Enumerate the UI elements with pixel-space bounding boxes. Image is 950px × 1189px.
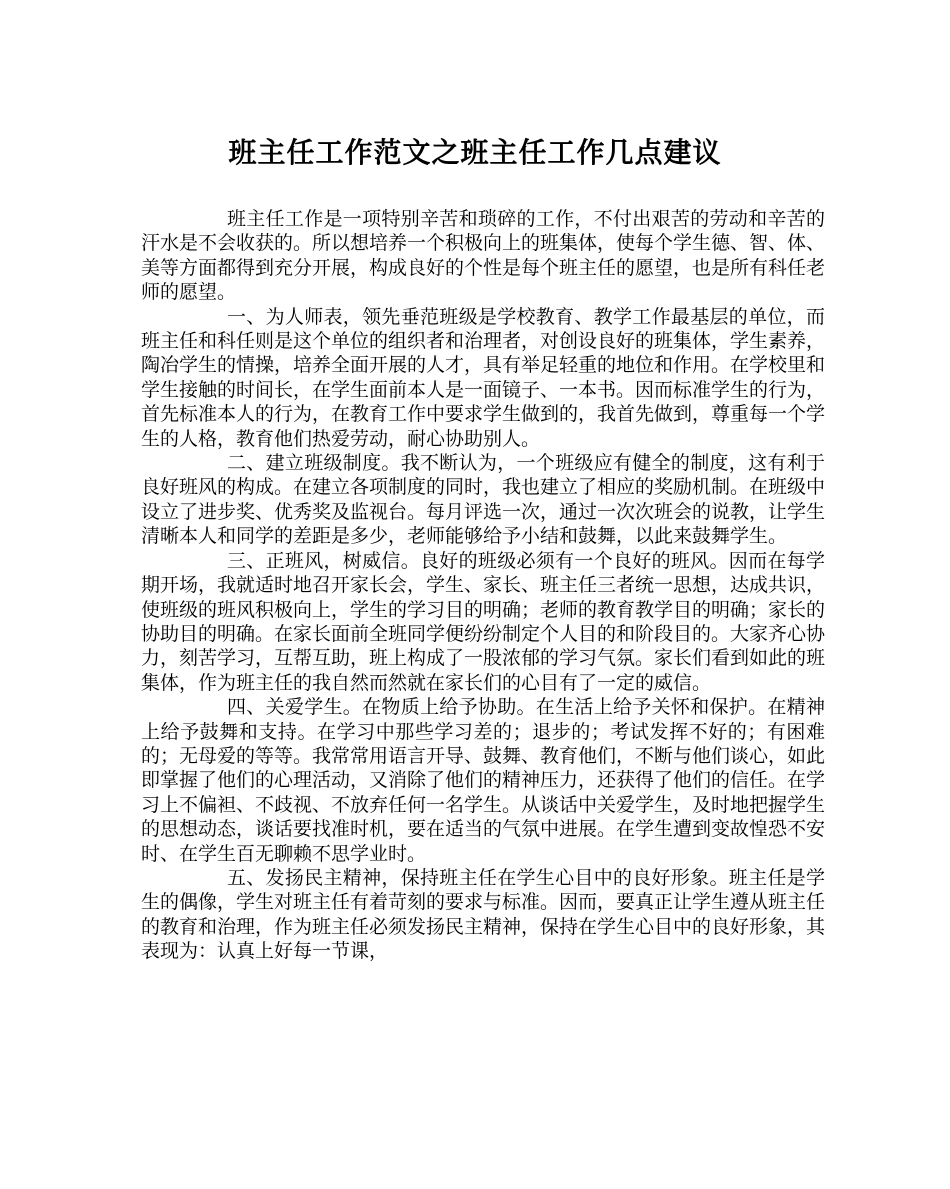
paragraph-section-3: 三、正班风，树威信。良好的班级必须有一个良好的班风。因而在每学期开场，我就适时地召开家长会，学生、家长、班主任三者统一思想，达成共识，使班级的班风积极向上，学生的学习目的明确；老师的教育教学目的明确；家长的协助目的明确。在家长面前全班同学便纷纷制定个人目的和阶段目的。大家齐心协力，刻苦学习，互帮互助，班上构成了一股浓郁的学习气氛。家长们看到如此的班集体，作为班主任的我自然而然就在家长们的心目有了一定的威信。 xyxy=(141,549,826,694)
document-body xyxy=(141,207,825,964)
paragraph-section-1: 一、为人师表，领先垂范班级是学校教育、教学工作最基层的单位，而班主任和科任则是这个单位的组织者和治理者，对创设良好的班集体，学生素养，陶冶学生的情操，培养全面开展的人才，具有举足轻重的地位和作用。在学校里和学生接触的时间长，在学生面前本人是一面镜子、一本书。因而标准学生的行为，首先标准本人的行为，在教育工作中要求学生做到的，我首先做到，尊重每一个学生的人格，教育他们热爱劳动，耐心协助别人。 xyxy=(141,305,826,450)
paragraph-section-4: 四、关爱学生。在物质上给予协助。在生活上给予关怀和保护。在精神上给予鼓舞和支持。在学习中那些学习差的；退步的；考试发挥不好的；有困难的；无母爱的等等。我常常用语言开导、鼓舞、教育他们，不断与他们谈心，如此即掌握了他们的心理活动，又消除了他们的精神压力，还获得了他们的信任。在学习上不偏袒、不歧视、不放弃任何一名学生。从谈话中关爱学生，及时地把握学生的思想动态，谈话要找准时机，要在适当的气氛中进展。在学生遭到变故惶恐不安时、在学生百无聊赖不思学业时。 xyxy=(141,696,826,865)
paragraph-section-5: 五、发扬民主精神，保持班主任在学生心目中的良好形象。班主任是学生的偶像，学生对班主任有着苛刻的要求与标准。因而，要真正让学生遵从班主任的教育和治理，作为班主任必须发扬民主精神，保持在学生心目中的良好形象，其表现为：认真上好每一节课， xyxy=(141,866,826,963)
paragraph-section-2: 二、建立班级制度。我不断认为，一个班级应有健全的制度，这有利于良好班风的构成。在建立各项制度的同时，我也建立了相应的奖励机制。在班级中设立了进步奖、优秀奖及监视台。每月评选一次，通过一次次班会的说教，让学生清晰本人和同学的差距是多少，老师能够给予小结和鼓舞，以此来鼓舞学生。 xyxy=(141,452,826,548)
document-title: 班主任工作范文之班主任工作几点建议 xyxy=(228,136,722,169)
paragraph-intro: 班主任工作是一项特别辛苦和琐碎的工作，不付出艰苦的劳动和辛苦的汗水是不会收获的。所以想培养一个积极向上的班集体，使每个学生德、智、体、美等方面都得到充分开展，构成良好的个性是每个班主任的愿望，也是所有科任老师的愿望。 xyxy=(141,208,826,304)
